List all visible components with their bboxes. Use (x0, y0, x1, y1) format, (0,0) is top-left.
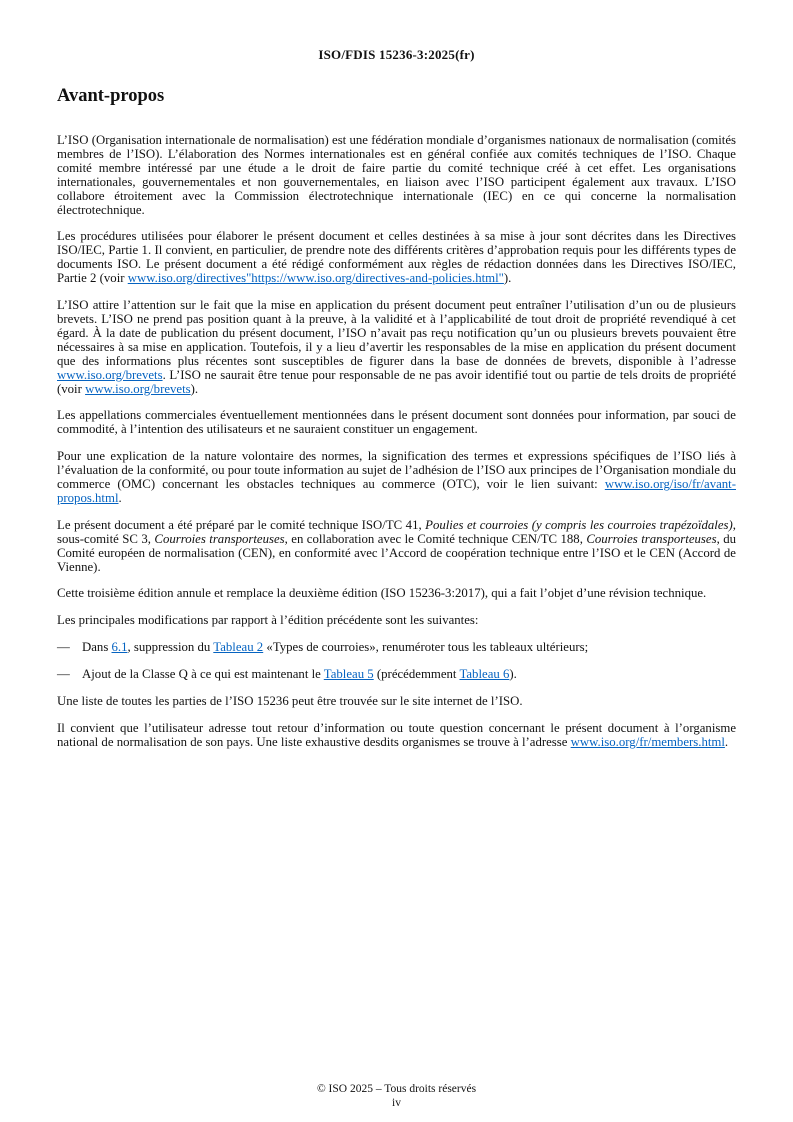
text-run: , du Comité européen de normalisation (CEN), en conformité avec l’Accord de coopération technique entre l’ISO et le CEN (Accord de Vienne). (57, 531, 736, 574)
text-run: Il convient que l’utilisateur adresse tout retour d’information ou toute question concernant le présent document à l’organisme national de normalisation de son pays. Une liste exhaustive desdits organismes se trouve à l’adresse (57, 721, 736, 749)
hyperlink[interactable]: Tableau 2 (213, 640, 264, 655)
text-run: ). (190, 381, 199, 396)
text-run: , en collaboration avec le Comité technique CEN/TC 188, (284, 531, 587, 546)
text-run: Le présent document a été préparé par le comité technique ISO/TC 41, (57, 517, 426, 532)
text-run: , suppression du (127, 640, 214, 655)
page-number: iv (392, 1097, 401, 1109)
paragraph (57, 519, 736, 575)
text-run: , sous-comité SC 3, (57, 517, 736, 546)
italic-text: Courroies transporteuses (154, 531, 285, 546)
hyperlink[interactable]: Tableau 5 (323, 667, 374, 682)
page-footer (0, 1082, 793, 1110)
paragraph (57, 450, 736, 506)
hyperlink[interactable]: www.iso.org/brevets (85, 381, 191, 396)
list-item (57, 641, 736, 655)
paragraph (57, 695, 736, 709)
text-run: Les principales modifications par rapport à l’édition précédente sont les suivantes: (57, 613, 479, 628)
paragraph (57, 299, 736, 396)
paragraph (57, 614, 736, 628)
text-run: . (724, 734, 729, 749)
text-run: L’ISO attire l’attention sur le fait que la mise en application du présent document peut entraîner l’utilisation d’un ou de plusieurs brevets. L’ISO ne prend pas position quant à la preuve, à la validité et à l’applicabilité de tout droit de propriété revendiqué à cet égard. À la date de publication du présent document, l’ISO n’avait pas reçu notification qu’un ou plusieurs brevets pouvaient être nécessaires à sa mise en application. Toutefois, il y a lieu d’avertir les responsables de la mise en application du présent document que des informations plus récentes sont susceptibles de figurer dans la base de données de brevets, disponible à l’adresse (57, 298, 736, 368)
list-marker: — (57, 667, 70, 682)
list-item (57, 668, 736, 682)
paragraph (57, 722, 736, 750)
text-run: . (118, 490, 122, 505)
paragraph (57, 409, 736, 437)
hyperlink[interactable]: Tableau 6 (459, 667, 510, 682)
copyright-notice: © ISO 2025 – Tous droits réservés (316, 1083, 477, 1095)
hyperlink[interactable]: 6.1 (111, 640, 128, 655)
text-run: Les appellations commerciales éventuellement mentionnées dans le présent document sont données pour information, par souci de commodité, à l’intention des utilisateurs et ne sauraient constituer un engagement. (57, 408, 736, 437)
italic-text: Poulies et courroies (y compris les courroies trapézoïdales) (425, 517, 733, 532)
text-run: Dans (82, 640, 112, 655)
text-run: L’ISO (Organisation internationale de normalisation) est une fédération mondiale d’organismes nationaux de normalisation (comités membres de l’ISO). L’élaboration des Normes internationales est en général confiée aux comités techniques de l’ISO. Chaque comité membre intéressé par une étude a le droit de faire partie du comité technique créé à cet effet. Les organisations internationales, gouvernementales et non gouvernementales, en liaison avec l’ISO participent également aux travaux. L’ISO collabore étroitement avec la Commission électrotechnique internationale (IEC) en ce qui concerne la normalisation électrotechnique. (57, 133, 736, 217)
hyperlink[interactable]: www.iso.org/fr/members.html (570, 734, 725, 749)
italic-text: Courroies transporteuses (586, 531, 717, 546)
text-run: Les procédures utilisées pour élaborer le présent document et celles destinées à sa mise à jour sont décrites dans les Directives ISO/IEC, Partie 1. Il convient, en particulier, de prendre note des différents critères d’approbation requis pour les différents types de documents ISO. Le présent document a été rédigé conformément aux règles de rédaction données dans les Directives ISO/IEC, Partie 2 (voir (57, 229, 736, 286)
hyperlink[interactable]: www.iso.org/directives"https://www.iso.org/directives-and-policies.html" (127, 271, 504, 286)
text-run: Cette troisième édition annule et remplace la deuxième édition (ISO 15236-3:2017), qui a fait l’objet d’une révision technique. (57, 586, 707, 601)
paragraph (57, 134, 736, 217)
page-title: Avant-propos (57, 86, 165, 106)
text-run: Ajout de la Classe Q à ce qui est maintenant le (82, 667, 324, 682)
paragraph (57, 587, 736, 601)
foreword-content (57, 134, 736, 750)
text-run: (précédemment (373, 667, 460, 682)
text-run: ). (503, 271, 512, 286)
hyperlink[interactable]: www.iso.org/brevets (57, 367, 163, 382)
text-run: ). (509, 667, 517, 682)
text-run: . L’ISO ne saurait être tenue pour responsable de ne pas avoir identifié tout ou partie de tels droits de propriété (voir (57, 367, 736, 396)
text-run: «Types de courroies», renuméroter tous les tableaux ultérieurs; (263, 640, 589, 655)
text-run: Une liste de toutes les parties de l’ISO 15236 peut être trouvée sur le site internet de l’ISO. (57, 694, 523, 709)
hyperlink[interactable]: www.iso.org/iso/fr/avant-propos.html (57, 477, 736, 505)
paragraph (57, 230, 736, 286)
text-run: Pour une explication de la nature volontaire des normes, la signification des termes et expressions spécifiques de l’ISO liés à l’évaluation de la conformité, ou pour toute information au sujet de l’adhésion de l’ISO aux principes de l’Organisation mondiale du commerce (OMC) concernant les obstacles techniques au commerce (OTC), voir le lien suivant: (57, 449, 736, 492)
document-reference: ISO/FDIS 15236-3:2025(fr) (318, 47, 475, 62)
list-marker: — (57, 640, 70, 655)
